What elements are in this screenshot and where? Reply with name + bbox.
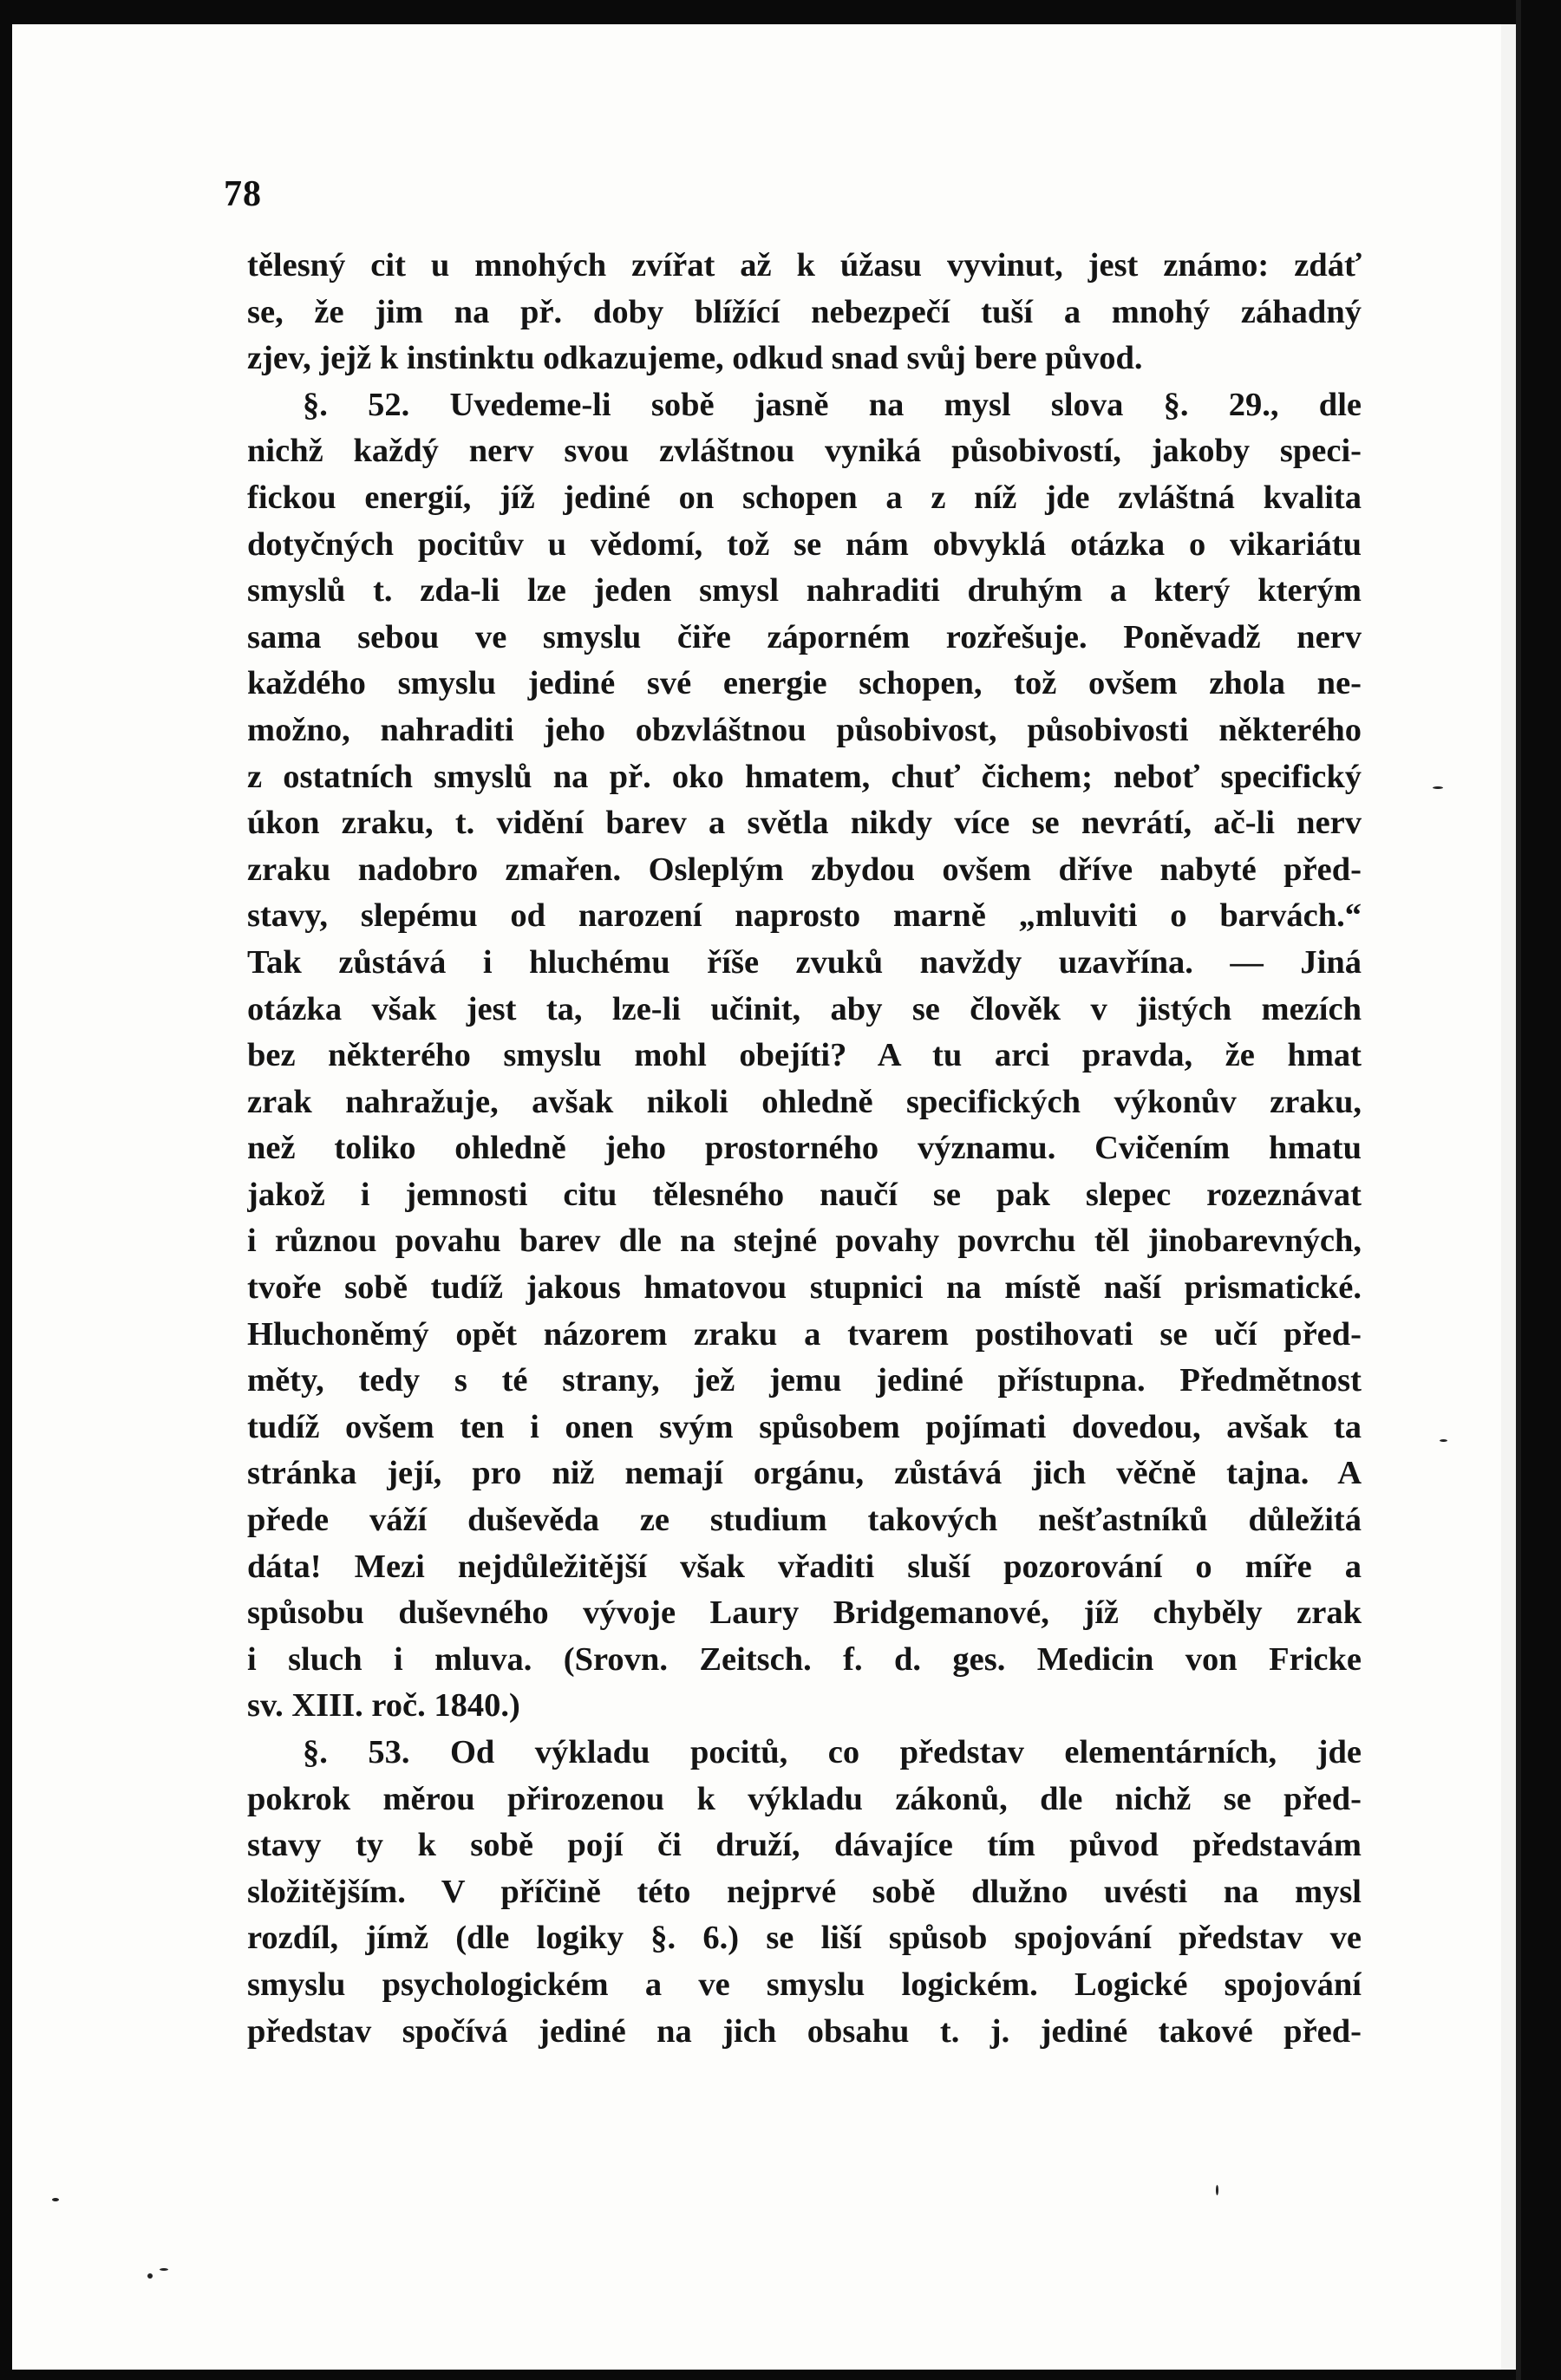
scan-speck xyxy=(1216,2185,1218,2195)
text-line: fickou energií, jíž jediné on schopen a z níž jde zvláštná kvalita xyxy=(247,479,1362,516)
text-line: i sluch i mluva. (Srovn. Zeitsch. f. d. ges. Medicin von Fricke xyxy=(247,1640,1362,1678)
page-number: 78 xyxy=(224,174,262,214)
text-line: dotyčných pocitův u vědomí, tož se nám obvyklá otázka o vikariátu xyxy=(247,525,1362,563)
text-line: zjev, jejž k instinktu odkazujeme, odkud snad svůj bere původ. xyxy=(247,340,1143,377)
text-line: dáta! Mezi nejdůležitější však vřaditi sluší pozorování o míře a xyxy=(247,1548,1362,1585)
scan-speck xyxy=(147,2273,153,2279)
text-line: stavy ty k sobě pojí či druží, dávajíce tím původ představám xyxy=(247,1827,1362,1864)
text-line: jakož i jemnosti citu tělesného naučí se pak slepec rozeznávat xyxy=(247,1176,1362,1213)
text-line: smyslů t. zda-li lze jeden smysl nahraditi druhým a který kterým xyxy=(247,572,1362,610)
scan-speck xyxy=(52,2198,59,2201)
text-line: úkon zraku, t. vidění barev a světla nikdy více se nevrátí, ač-li nerv xyxy=(247,805,1362,842)
text-line: možno, nahraditi jeho obzvláštnou působivost, působivosti některého xyxy=(247,711,1362,748)
text-line: nichž každý nerv svou zvláštnou vyniká působivostí, jakoby speci- xyxy=(247,433,1362,470)
text-line: spůsobu duševného vývoje Laury Bridgemanové, jíž chyběly zrak xyxy=(247,1594,1362,1632)
scan-speck xyxy=(1433,786,1443,789)
text-line: pokrok měrou přirozenou k výkladu zákonů, dle nichž se před- xyxy=(247,1780,1362,1817)
body-text xyxy=(247,243,1362,2055)
page-edge xyxy=(1501,24,1516,2370)
text-line: přede váží duševěda ze studium takových nešťastníků důležitá xyxy=(247,1502,1362,1539)
text-line: každého smyslu jediné své energie schopen, tož ovšem zhola ne- xyxy=(247,665,1362,702)
scan-speck xyxy=(1440,1439,1447,1442)
text-line: rozdíl, jímž (dle logiky §. 6.) se liší spůsob spojování představ ve xyxy=(247,1920,1362,1957)
text-line: stránka její, pro niž nemají orgánu, zůstává jich věčně tajna. A xyxy=(247,1455,1362,1492)
text-line: zraku nadobro zmařen. Osleplým zbydou ovšem dříve nabyté před- xyxy=(247,851,1362,888)
scan-speck xyxy=(160,2268,168,2271)
text-line: sama sebou ve smyslu čiře záporném rozřešuje. Poněvadž nerv xyxy=(247,618,1362,655)
text-line: smyslu psychologickém a ve smyslu logickém. Logické spojování xyxy=(247,1966,1362,2003)
paragraph-start-line: §. 52. Uvedeme-li sobě jasně na mysl slova §. 29., dle xyxy=(303,386,1362,423)
text-line: než toliko ohledně jeho prostorného významu. Cvičením hmatu xyxy=(247,1130,1362,1167)
text-line: tělesný cit u mnohých zvířat až k úžasu vyvinut, jest známo: zdáť xyxy=(247,247,1362,284)
paragraph-start-line: §. 53. Od výkladu pocitů, co představ elementárních, jde xyxy=(303,1734,1362,1770)
text-line: měty, tedy s té strany, jež jemu jediné přístupna. Předmětnost xyxy=(247,1362,1362,1399)
text-line: tvoře sobě tudíž jakous hmatovou stupnici na místě naší prismatické. xyxy=(247,1269,1362,1307)
binding-rule xyxy=(1516,0,1521,2380)
text-line: stavy, slepému od narození naprosto marně „mluviti o barvách.“ xyxy=(247,897,1362,935)
text-line: i různou povahu barev dle na stejné povahy povrchu těl jinobarevných, xyxy=(247,1223,1362,1260)
text-line: bez některého smyslu mohl obejíti? A tu arci pravda, že hmat xyxy=(247,1037,1362,1074)
text-line: zrak nahražuje, avšak nikoli ohledně specifických výkonův zraku, xyxy=(247,1083,1362,1120)
text-line: Hluchoněmý opět názorem zraku a tvarem postihovati se učí před- xyxy=(247,1315,1362,1353)
text-line: sv. XIII. roč. 1840.) xyxy=(247,1687,520,1725)
text-line: tudíž ovšem ten i onen svým spůsobem pojímati dovedou, avšak ta xyxy=(247,1408,1362,1445)
text-line: z ostatních smyslů na př. oko hmatem, chuť čichem; neboť specifický xyxy=(247,758,1362,795)
text-line: Tak zůstává i hluchému říše zvuků navždy uzavřína. — Jiná xyxy=(247,943,1362,981)
text-line: se, že jim na př. doby blížící nebezpečí tuší a mnohý záhadný xyxy=(247,293,1362,330)
text-line: otázka však jest ta, lze-li učinit, aby se člověk v jistých mezích xyxy=(247,990,1362,1027)
text-line: složitějším. V příčině této nejprvé sobě dlužno uvésti na mysl xyxy=(247,1873,1362,1910)
text-line: představ spočívá jediné na jich obsahu t. j. jediné takové před- xyxy=(247,2012,1362,2050)
